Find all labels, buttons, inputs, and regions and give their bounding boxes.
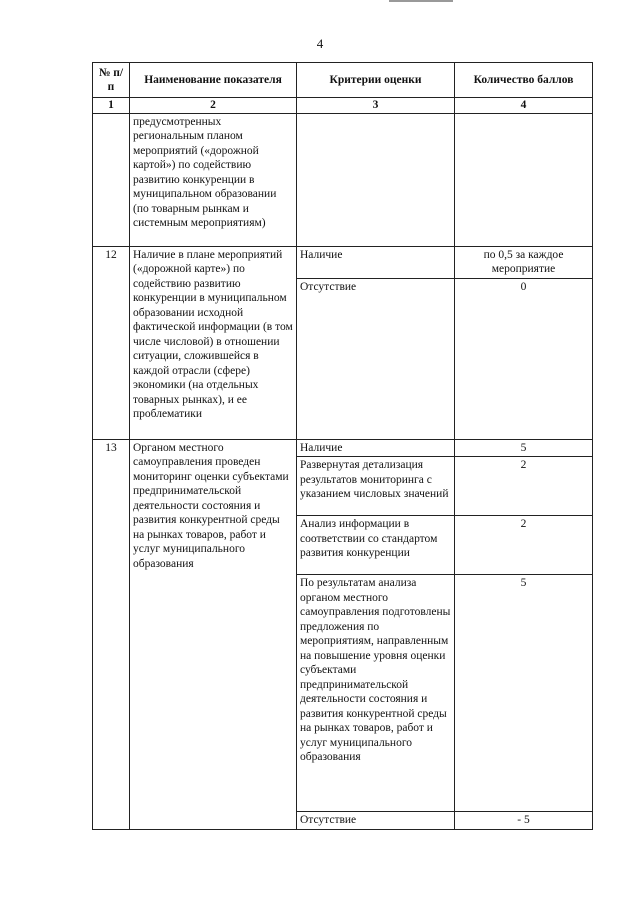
top-rule: [389, 0, 453, 2]
col-number: 2: [130, 98, 297, 114]
header-criteria: Критерии оценки: [297, 63, 455, 98]
row-number: [93, 113, 130, 246]
criterion-cell: Анализ информации в соответствии со стандартом развития конкуренции: [297, 516, 455, 575]
criterion-cell: По результатам анализа органом местного самоуправления подготовлены предложения по мероприятиям, направленным на повышение уровня оценки субъектами предпринимательской деятельности состояния и развития конкурентной среды на рынках товаров, работ и услуг муниципального образования: [297, 575, 455, 812]
header-name: Наименование показателя: [130, 63, 297, 98]
criterion-cell: Наличие: [297, 439, 455, 457]
points-cell: 5: [455, 575, 593, 812]
table-row: [93, 246, 593, 278]
page-number: 4: [316, 36, 324, 51]
points-cell: 2: [455, 516, 593, 575]
points-cell: [455, 113, 593, 246]
criterion-cell: Отсутствие: [297, 278, 455, 439]
points-cell: 2: [455, 457, 593, 516]
points-cell: 0: [455, 278, 593, 439]
criterion-cell: Развернутая детализация результатов мониторинга с указанием числовых значений: [297, 457, 455, 516]
table-row: [93, 439, 593, 457]
criterion-cell: Наличие: [297, 246, 455, 278]
points-cell: 5: [455, 439, 593, 457]
row-number: 12: [93, 246, 130, 439]
criterion-cell: [297, 113, 455, 246]
row-number: 13: [93, 439, 130, 830]
indicator-name: предусмотренных региональным планом мероприятий («дорожной картой») по содействию развитию конкуренции в муниципальном образовании (по товарным рынкам и системным мероприятиям): [130, 113, 297, 246]
table-row: [93, 113, 593, 246]
indicator-name: Наличие в плане мероприятий («дорожной карте») по содействию развитию конкуренции в муниципальном образовании исходной фактической информации (в том числе числовой) в отношении ситуации, сложившейся в каждой отрасли (сфере) экономики (на отдельных товарных рынках), и ее проблематики: [130, 246, 297, 439]
points-cell: по 0,5 за каждое мероприятие: [455, 246, 593, 278]
column-numbers-row: [93, 98, 593, 114]
criteria-table: [92, 62, 593, 830]
points-cell: - 5: [455, 812, 593, 830]
col-number: 3: [297, 98, 455, 114]
header-points: Количество баллов: [455, 63, 593, 98]
col-number: 4: [455, 98, 593, 114]
col-number: 1: [93, 98, 130, 114]
criterion-cell: Отсутствие: [297, 812, 455, 830]
header-row: [93, 63, 593, 98]
indicator-name: Органом местного самоуправления проведен мониторинг оценки субъектами предпринимательской деятельности состояния и развития конкурентной среды на рынках товаров, работ и услуг муниципального образования: [130, 439, 297, 830]
header-num: № п/п: [93, 63, 130, 98]
